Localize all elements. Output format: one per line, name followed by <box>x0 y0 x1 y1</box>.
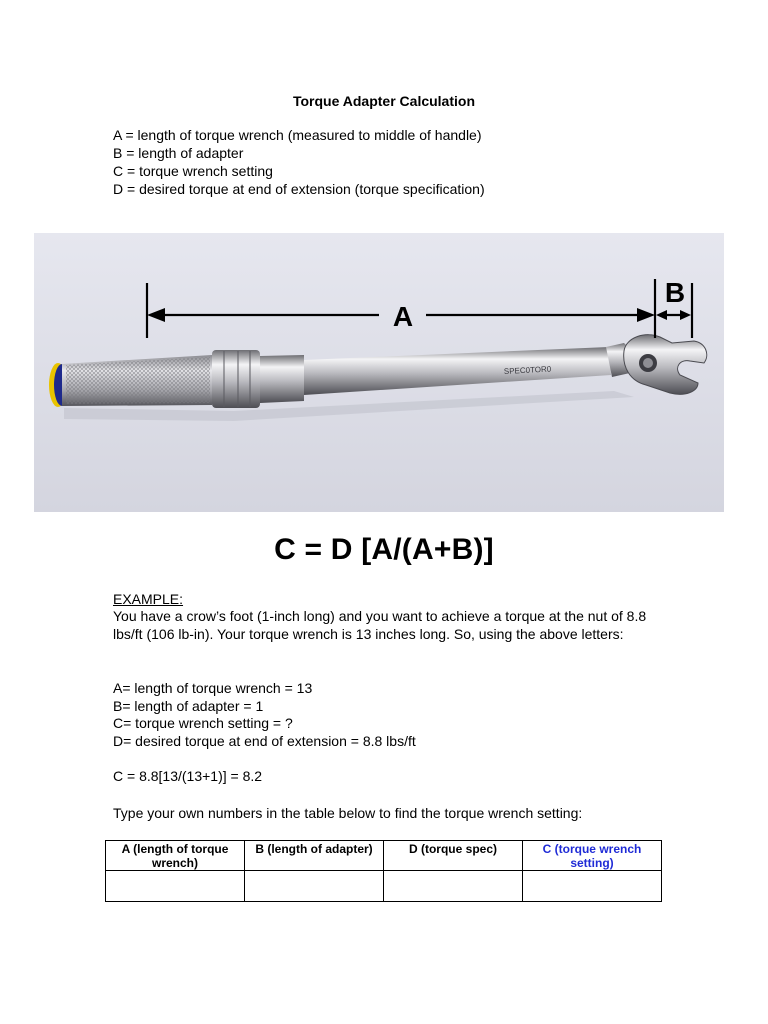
header-b: B (length of adapter) <box>245 841 384 871</box>
header-a: A (length of torque wrench) <box>106 841 245 871</box>
wrench-tube <box>260 355 304 403</box>
example-var-b: B= length of adapter = 1 <box>113 697 264 714</box>
definition-b: B = length of adapter <box>113 145 244 161</box>
example-heading: EXAMPLE: <box>113 591 184 607</box>
knurled-texture <box>66 357 210 404</box>
table-row <box>106 871 662 902</box>
example-description <box>113 608 653 643</box>
label-a: A <box>392 301 414 332</box>
torque-wrench-photo <box>34 233 724 512</box>
handle-collar <box>212 350 260 408</box>
label-b: B <box>664 277 686 308</box>
shaft-engraving: SPEC0TOR0 <box>503 364 552 376</box>
definitions-list <box>113 126 485 198</box>
calculation-table <box>105 840 662 902</box>
table-header-row <box>106 841 662 871</box>
page-title: Torque Adapter Calculation <box>292 93 475 109</box>
table-instruction: Type your own numbers in the table below to find the torque wrench setting: <box>113 805 583 821</box>
definition-d: D = desired torque at end of extension (torque specification) <box>113 181 485 197</box>
input-cell-d[interactable] <box>384 871 523 902</box>
example-var-d: D= desired torque at end of extension = 8.8 lbs/ft <box>113 732 416 749</box>
input-cell-a[interactable] <box>106 871 245 902</box>
example-var-a: A= length of torque wrench = 13 <box>113 680 313 696</box>
input-cell-b[interactable] <box>245 871 384 902</box>
example-calculation: C = 8.8[13/(13+1)] = 8.2 <box>113 768 263 784</box>
header-d: D (torque spec) <box>384 841 523 871</box>
formula: C = D [A/(A+B)] <box>274 533 494 566</box>
result-cell-c <box>523 871 662 902</box>
example-variables <box>113 680 416 750</box>
example-text: You have a crow’s foot (1-inch long) and you want to achieve a torque at the nut of 8.8 lbs/ft (106 lb-in). Your torque wrench is 13 inches long. So, using the above letters: <box>113 608 647 642</box>
example-var-c: C= torque wrench setting = ? <box>113 715 293 731</box>
definition-a: A = length of torque wrench (measured to middle of handle) <box>113 127 482 143</box>
header-c: C (torque wrench setting) <box>523 841 662 871</box>
definition-c: C = torque wrench setting <box>113 163 273 179</box>
